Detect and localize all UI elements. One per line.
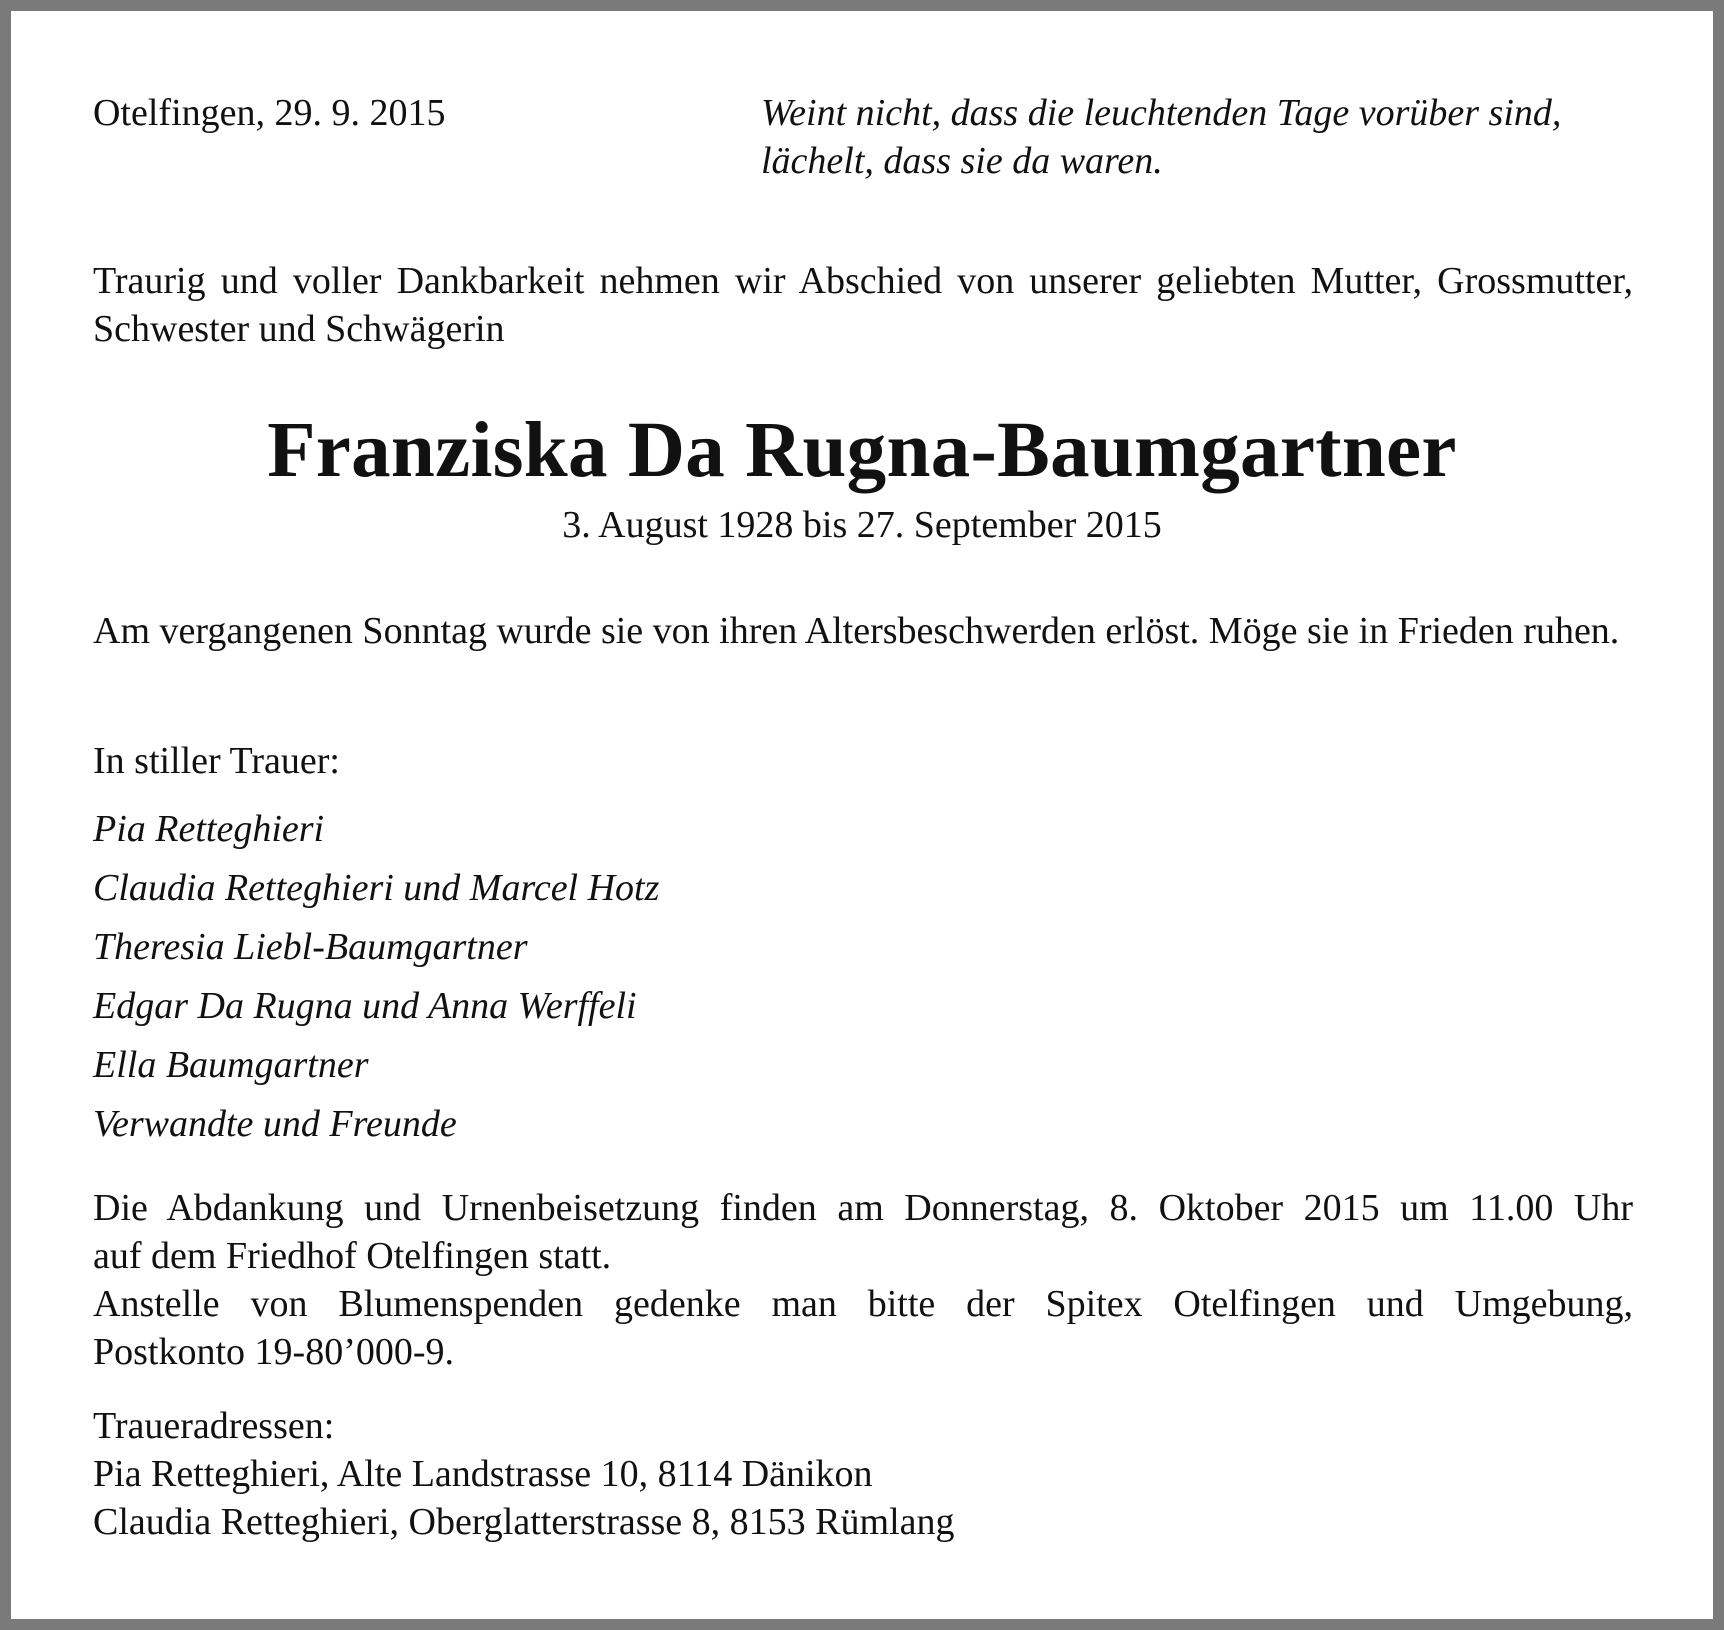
mourning-addresses bbox=[93, 1402, 1633, 1546]
donation-line: Postkonto 19-80’000-9. bbox=[93, 1331, 454, 1373]
funeral-line: auf dem Friedhof Otelfingen statt. bbox=[93, 1235, 612, 1277]
deceased-name: Franziska Da Rugna-Baumgartner bbox=[267, 407, 1457, 494]
address-line: Claudia Retteghieri, Oberglatterstrasse 8, 8153 Rümlang bbox=[93, 1501, 955, 1543]
address-line: Pia Retteghieri, Alte Landstrasse 10, 8114 Dänikon bbox=[93, 1453, 873, 1495]
intro-text: Traurig und voller Dankbarkeit nehmen wir Abschied von unserer geliebten Mutter, Grossmutter, Schwester und Schwägerin bbox=[93, 260, 1633, 350]
mourner-name: Theresia Liebl-Baumgartner bbox=[93, 926, 528, 968]
mourner-name: Verwandte und Freunde bbox=[93, 1103, 457, 1145]
funeral-line: Die Abdankung und Urnenbeisetzung finden am Donnerstag, 8. Oktober 2015 um 11.00 Uhr bbox=[93, 1187, 1633, 1229]
place-date: Otelfingen, 29. 9. 2015 bbox=[93, 92, 446, 134]
mourners-list bbox=[93, 805, 659, 1159]
life-dates: 3. August 1928 bis 27. September 2015 bbox=[562, 504, 1162, 546]
obituary-notice bbox=[11, 11, 1713, 1619]
donation-line: Anstelle von Blumenspenden gedenke man bitte der Spitex Otelfingen und Umgebung, bbox=[93, 1283, 1633, 1325]
mourner-name: Ella Baumgartner bbox=[93, 1044, 369, 1086]
mourner-name: Edgar Da Rugna und Anna Werffeli bbox=[93, 985, 637, 1027]
funeral-info bbox=[93, 1184, 1633, 1376]
motto-line: Weint nicht, dass die leuchtenden Tage vorüber sind, bbox=[761, 92, 1562, 134]
motto-quote bbox=[761, 89, 1633, 185]
mourner-name: Claudia Retteghieri und Marcel Hotz bbox=[93, 867, 660, 909]
passing-text: Am vergangenen Sonntag wurde sie von ihren Altersbeschwerden erlöst. Möge sie in Frieden ruhen. bbox=[93, 610, 1620, 652]
motto-line: lächelt, dass sie da waren. bbox=[761, 140, 1163, 182]
mourning-label: In stiller Trauer: bbox=[93, 740, 340, 782]
mourner-name: Pia Retteghieri bbox=[93, 808, 325, 850]
addresses-label: Traueradressen: bbox=[93, 1405, 335, 1447]
